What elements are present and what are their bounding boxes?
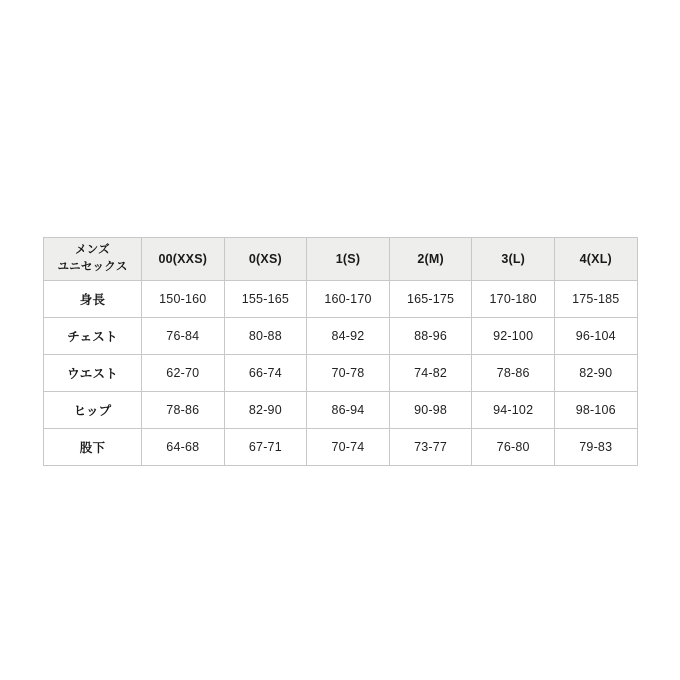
column-header-1s: 1(S) — [307, 238, 390, 281]
corner-label-line-1: メンズ — [75, 244, 110, 257]
cell-inseam-0xs: 67-71 — [224, 429, 307, 466]
cell-waist-1s: 70-78 — [307, 355, 390, 392]
table-body — [44, 281, 638, 466]
cell-inseam-1s: 70-74 — [307, 429, 390, 466]
header-row — [44, 238, 638, 281]
size-table-container — [43, 237, 637, 466]
cell-chest-00xxs: 76-84 — [142, 318, 225, 355]
column-header-3l: 3(L) — [472, 238, 555, 281]
table-corner-label — [44, 238, 142, 281]
cell-waist-0xs: 66-74 — [224, 355, 307, 392]
cell-hip-4xl: 98-106 — [554, 392, 637, 429]
column-header-2m: 2(M) — [389, 238, 472, 281]
cell-chest-4xl: 96-104 — [554, 318, 637, 355]
corner-label-line-2: ユニセックス — [57, 261, 128, 273]
cell-height-00xxs: 150-160 — [142, 281, 225, 318]
cell-height-4xl: 175-185 — [554, 281, 637, 318]
column-header-0xs: 0(XS) — [224, 238, 307, 281]
cell-chest-2m: 88-96 — [389, 318, 472, 355]
cell-chest-0xs: 80-88 — [224, 318, 307, 355]
cell-hip-0xs: 82-90 — [224, 392, 307, 429]
cell-height-2m: 165-175 — [389, 281, 472, 318]
table-row — [44, 392, 638, 429]
cell-hip-2m: 90-98 — [389, 392, 472, 429]
row-label-height: 身長 — [44, 281, 142, 318]
table-row — [44, 355, 638, 392]
table-header — [44, 238, 638, 281]
size-table — [43, 237, 638, 466]
table-row — [44, 318, 638, 355]
row-label-inseam: 股下 — [44, 429, 142, 466]
cell-waist-2m: 74-82 — [389, 355, 472, 392]
cell-inseam-2m: 73-77 — [389, 429, 472, 466]
cell-hip-1s: 86-94 — [307, 392, 390, 429]
cell-waist-00xxs: 62-70 — [142, 355, 225, 392]
cell-waist-4xl: 82-90 — [554, 355, 637, 392]
cell-inseam-00xxs: 64-68 — [142, 429, 225, 466]
cell-chest-1s: 84-92 — [307, 318, 390, 355]
column-header-00xxs: 00(XXS) — [142, 238, 225, 281]
cell-inseam-4xl: 79-83 — [554, 429, 637, 466]
row-label-hip: ヒップ — [44, 392, 142, 429]
row-label-chest: チェスト — [44, 318, 142, 355]
column-header-4xl: 4(XL) — [554, 238, 637, 281]
cell-waist-3l: 78-86 — [472, 355, 555, 392]
row-label-waist: ウエスト — [44, 355, 142, 392]
cell-hip-3l: 94-102 — [472, 392, 555, 429]
table-row — [44, 281, 638, 318]
cell-height-3l: 170-180 — [472, 281, 555, 318]
cell-hip-00xxs: 78-86 — [142, 392, 225, 429]
cell-height-1s: 160-170 — [307, 281, 390, 318]
cell-inseam-3l: 76-80 — [472, 429, 555, 466]
table-row — [44, 429, 638, 466]
cell-chest-3l: 92-100 — [472, 318, 555, 355]
cell-height-0xs: 155-165 — [224, 281, 307, 318]
